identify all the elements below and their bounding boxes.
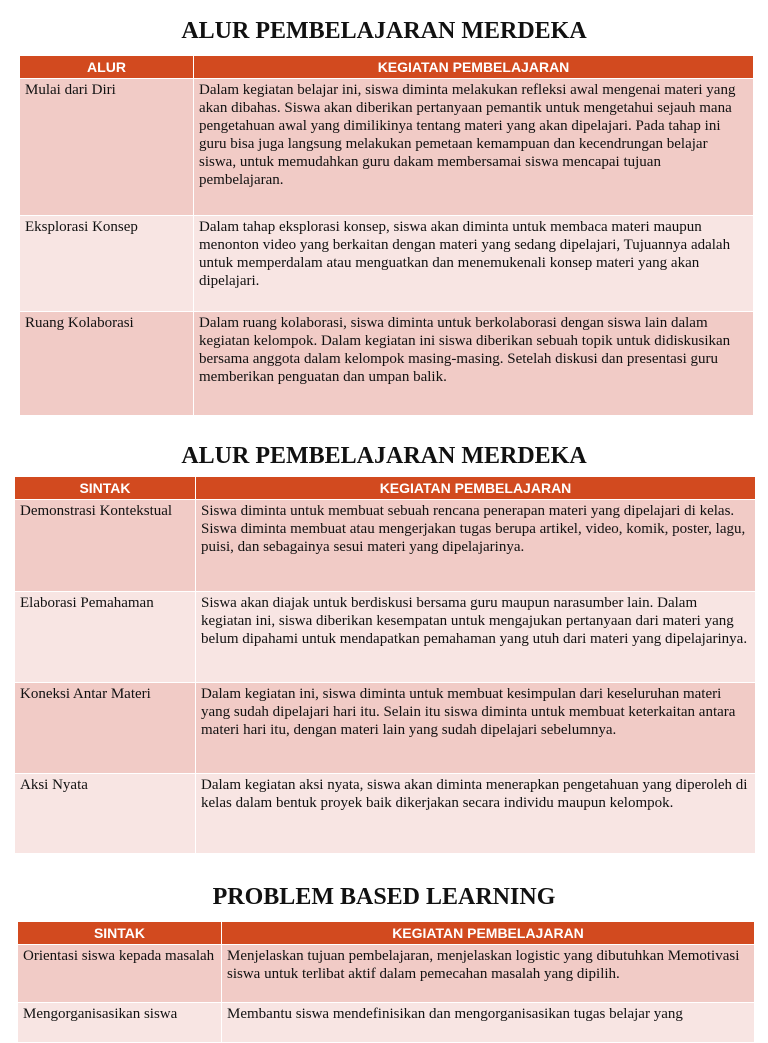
table-row xyxy=(15,774,756,854)
table-row xyxy=(18,945,755,1003)
column-header-sintak: SINTAK xyxy=(15,477,196,500)
row-description: Dalam tahap eksplorasi konsep, siswa akan diminta untuk membaca materi maupun menonton video yang berkaitan dengan materi yang sedang dipelajari, Tujuannya adalah untuk memperdalam atau menguatkan dan menemukenali konsep materi yang akan dipelajari. xyxy=(194,216,754,312)
table-row xyxy=(20,312,754,416)
section-3-title: PROBLEM BASED LEARNING xyxy=(212,884,556,910)
row-label: Mulai dari Diri xyxy=(20,79,194,216)
table-row xyxy=(15,683,756,774)
row-description: Dalam kegiatan aksi nyata, siswa akan diminta menerapkan pengetahuan yang diperoleh di kelas dalam bentuk proyek baik dikerjakan secara individu maupun kelompok. xyxy=(196,774,756,854)
sintak-merdeka-table xyxy=(14,476,756,854)
section-2-title: ALUR PEMBELAJARAN MERDEKA xyxy=(181,443,587,469)
alur-merdeka-table xyxy=(19,55,754,416)
row-label: Demonstrasi Kontekstual xyxy=(15,500,196,592)
table-row xyxy=(15,592,756,683)
row-description: Dalam ruang kolaborasi, siswa diminta untuk berkolaborasi dengan siswa lain dalam kegiatan kelompok. Dalam kegiatan ini siswa diberikan sebuah topik untuk didiskusikan bersama anggota dalam kelompok masing-masing. Setelah diskusi dan presentasi guru memberikan penguatan dan umpan balik. xyxy=(194,312,754,416)
section-1-title: ALUR PEMBELAJARAN MERDEKA xyxy=(181,18,587,44)
row-label: Ruang Kolaborasi xyxy=(20,312,194,416)
row-description: Dalam kegiatan belajar ini, siswa diminta melakukan refleksi awal mengenai materi yang akan dibahas. Siswa akan diberikan pertanyaan pemantik untuk mengetahui sejauh mana pengetahuan awal yang dimilikinya tentang materi yang akan dipelajari. Pada tahap ini guru bisa juga langsung melakukan pemetaan kemampuan dan kecendrungan belajar siswa, untuk memudahkan guru dakam membersamai siswa mencapai tujuan pembelajaran. xyxy=(194,79,754,216)
row-description: Membantu siswa mendefinisikan dan mengorganisasikan tugas belajar yang xyxy=(222,1003,755,1043)
row-description: Dalam kegiatan ini, siswa diminta untuk membuat kesimpulan dari keseluruhan materi yang sudah dipelajari hari itu. Selain itu siswa diminta untuk membuat keterkaitan antara materi hari itu, dengan materi lain yang sudah dipelajari sebelumnya. xyxy=(196,683,756,774)
problem-based-learning-table xyxy=(17,921,755,1043)
column-header-kegiatan: KEGIATAN PEMBELAJARAN xyxy=(194,56,754,79)
row-label: Eksplorasi Konsep xyxy=(20,216,194,312)
table-row xyxy=(20,216,754,312)
row-label: Elaborasi Pemahaman xyxy=(15,592,196,683)
row-description: Siswa akan diajak untuk berdiskusi bersama guru maupun narasumber lain. Dalam kegiatan ini, siswa diberikan kesempatan untuk mengajukan pertanyaan dari materi yang belum dipahami untuk mendapatkan pemahaman yang utuh dari materi yang dipelajarinya. xyxy=(196,592,756,683)
table-row xyxy=(15,500,756,592)
table-row xyxy=(18,1003,755,1043)
row-label: Mengorganisasikan siswa xyxy=(18,1003,222,1043)
row-label: Aksi Nyata xyxy=(15,774,196,854)
column-header-sintak: SINTAK xyxy=(18,922,222,945)
row-description: Siswa diminta untuk membuat sebuah rencana penerapan materi yang dipelajari di kelas. Siswa diminta membuat atau mengerjakan tugas berupa artikel, video, komik, poster, lagu, puisi, dan sebagainya sesui materi yang dipelajarinya. xyxy=(196,500,756,592)
table-row xyxy=(20,79,754,216)
column-header-kegiatan: KEGIATAN PEMBELAJARAN xyxy=(222,922,755,945)
column-header-kegiatan: KEGIATAN PEMBELAJARAN xyxy=(196,477,756,500)
row-label: Orientasi siswa kepada masalah xyxy=(18,945,222,1003)
row-description: Menjelaskan tujuan pembelajaran, menjelaskan logistic yang dibutuhkan Memotivasi siswa untuk terlibat aktif dalam pemecahan masalah yang dipilih. xyxy=(222,945,755,1003)
column-header-alur: ALUR xyxy=(20,56,194,79)
row-label: Koneksi Antar Materi xyxy=(15,683,196,774)
